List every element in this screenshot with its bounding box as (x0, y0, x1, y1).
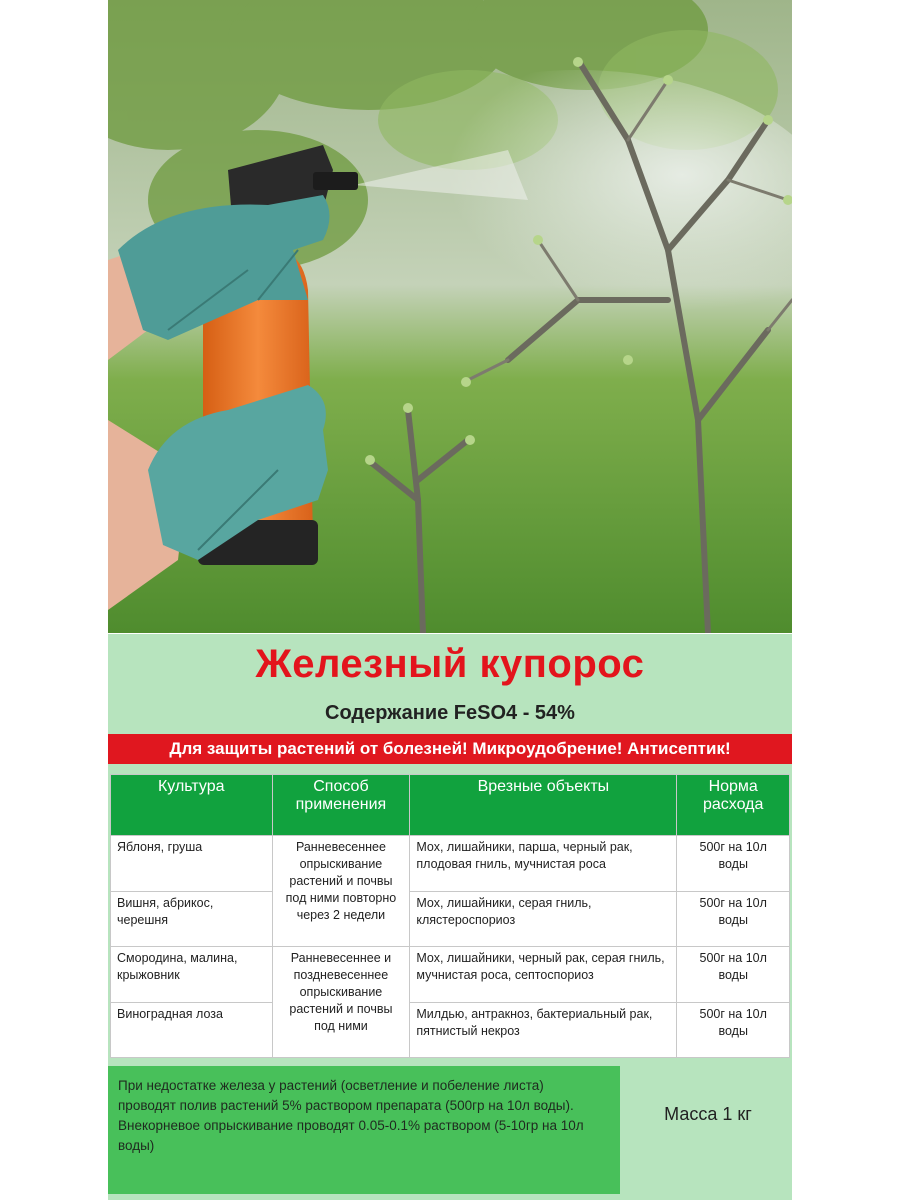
table-row (111, 1002, 790, 1058)
cell-culture: Виноградная лоза (111, 1002, 273, 1058)
cell-objects: Мох, лишайники, парша, черный рак, плодовая гниль, мучнистая роса (410, 836, 677, 892)
cell-objects: Мох, лишайники, серая гниль, клястероспориоз (410, 891, 677, 947)
header-culture: Культура (111, 775, 273, 836)
package-mass: Масса 1 кг (664, 1104, 752, 1124)
cell-objects: Мох, лишайники, черный рак, серая гниль, мучнистая роса, септоспориоз (410, 947, 677, 1003)
table-row (111, 836, 790, 892)
garden-spraying-photo (108, 0, 792, 633)
cell-rate: 500г на 10л воды (677, 836, 790, 892)
cell-culture: Вишня, абрикос, черешня (111, 891, 273, 947)
cell-method: Ранневесеннее и поздневесеннее опрыскивание растений и почвы под ними (272, 947, 410, 1058)
header-rate: Норма расхода (677, 775, 790, 836)
cell-culture: Смородина, малина, крыжовник (111, 947, 273, 1003)
product-title: Железный купорос (255, 642, 645, 686)
purpose-banner: Для защиты растений от болезней! Микроудобрение! Антисептик! (108, 734, 792, 764)
cell-culture: Яблоня, груша (111, 836, 273, 892)
iron-deficiency-note (108, 1066, 620, 1194)
header-method: Способ применения (272, 775, 410, 836)
product-info-panel (108, 634, 792, 1200)
header-objects: Врезные объекты (410, 775, 677, 836)
cell-rate: 500г на 10л воды (677, 891, 790, 947)
note-text: При недостатке железа у растений (осветление и побеление листа) проводят полив растений 5% раствором препарата (500гр на 10л воды). Внекорневое опрыскивание проводят 0.05-0.1% раствором (5-10гр на 10л воды) (118, 1078, 584, 1153)
usage-table (110, 774, 790, 1058)
cell-objects: Милдью, антракноз, бактериальный рак, пятнистый некроз (410, 1002, 677, 1058)
table-row (111, 947, 790, 1003)
product-subtitle: Содержание FeSO4 - 54% (325, 702, 575, 724)
cell-rate: 500г на 10л воды (677, 947, 790, 1003)
table-header-row (111, 775, 790, 836)
table-row (111, 891, 790, 947)
cell-method: Ранневесеннее опрыскивание растений и почвы под ними повторно через 2 недели (272, 836, 410, 947)
cell-rate: 500г на 10л воды (677, 1002, 790, 1058)
